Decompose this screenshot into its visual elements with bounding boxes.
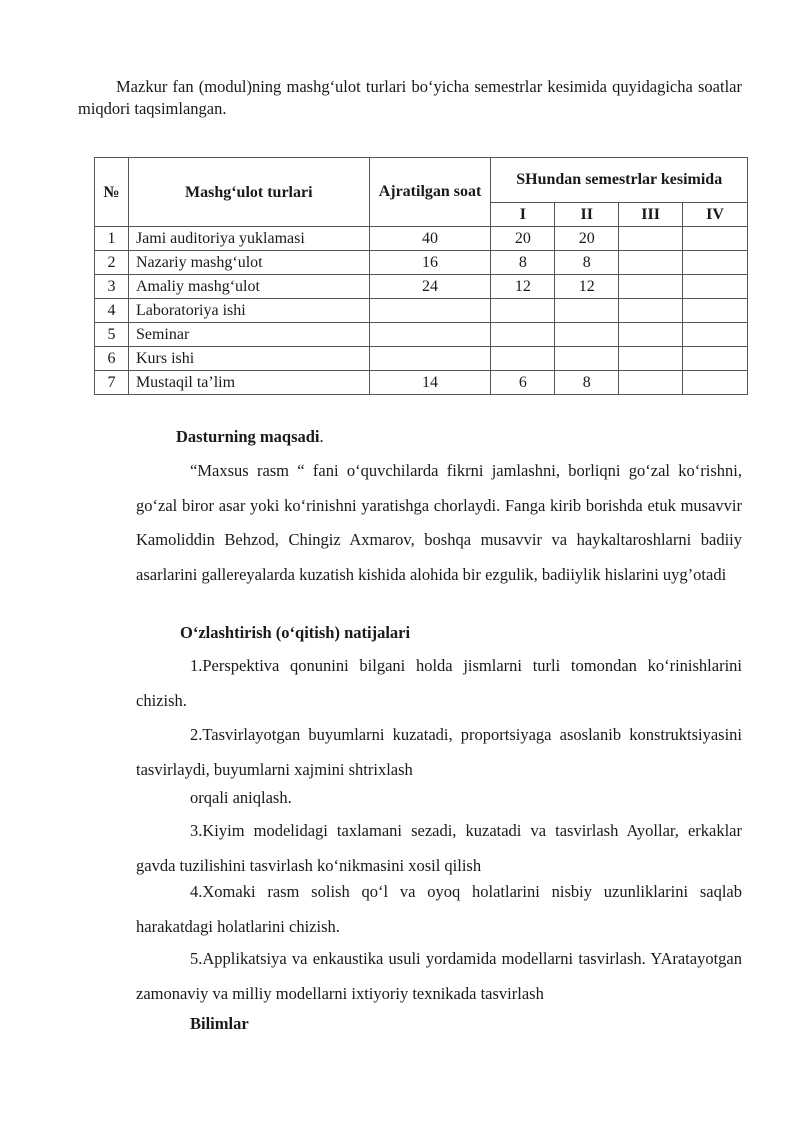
col-num-header: № <box>95 158 129 227</box>
row-number: 6 <box>95 347 129 371</box>
row-sem-1: 12 <box>491 275 555 299</box>
row-hours: 40 <box>369 227 491 251</box>
row-sem-2: 8 <box>555 251 619 275</box>
row-sem-3 <box>619 347 683 371</box>
row-number: 7 <box>95 371 129 395</box>
row-number: 5 <box>95 323 129 347</box>
semester-header: III <box>619 203 683 227</box>
row-sem-3 <box>619 275 683 299</box>
table-row <box>95 227 748 251</box>
row-sem-1 <box>491 299 555 323</box>
row-hours <box>369 347 491 371</box>
row-sem-4 <box>683 251 748 275</box>
result-item-2-continuation: orqali aniqlash. <box>190 788 292 807</box>
knowledge-heading: Bilimlar <box>190 1014 249 1033</box>
row-sem-3 <box>619 251 683 275</box>
row-hours: 16 <box>369 251 491 275</box>
row-sem-3 <box>619 227 683 251</box>
goal-heading-dot: . <box>319 427 324 446</box>
intro-paragraph: Mazkur fan (modul)ning mashg‘ulot turlari bo‘yicha semestrlar kesimida quyidagicha soatlar miqdori taqsimlangan. <box>78 77 742 118</box>
table-row <box>95 299 748 323</box>
row-sem-4 <box>683 227 748 251</box>
row-sem-4 <box>683 347 748 371</box>
row-sem-2: 12 <box>555 275 619 299</box>
result-item-1: 1.Perspektiva qonunini bilgani holda jismlarni turli tomondan ko‘rinishlarini chizish. <box>136 656 742 710</box>
results-heading: O‘zlashtirish (o‘qitish) natijalari <box>180 623 411 642</box>
goal-heading-line <box>176 427 782 447</box>
row-hours: 24 <box>369 275 491 299</box>
row-hours: 14 <box>369 371 491 395</box>
row-number: 3 <box>95 275 129 299</box>
row-type: Laboratoriya ishi <box>128 299 369 323</box>
hours-table <box>94 157 748 395</box>
row-sem-1 <box>491 323 555 347</box>
row-type: Kurs ishi <box>128 347 369 371</box>
row-number: 1 <box>95 227 129 251</box>
goal-paragraph: “Maxsus rasm “ fani o‘quvchilarda fikrni jamlashni, borliqni go‘zal ko‘rishni, go‘zal biror asar yoki ko‘rinishni yaratishga chorlaydi. Fanga kirib borishda etuk musavvir Kamoliddin Behzod, Chingiz Axmarov, boshqa musavvir va haykaltaroshlarni badiiy asarlarini gallereyalarda kuzatish kishida alohida bir ezgulik, badiiylik hislarini uyg’otadi <box>136 461 742 584</box>
col-semesters-header: SHundan semestrlar kesimida <box>491 158 748 203</box>
row-number: 4 <box>95 299 129 323</box>
row-type: Mustaqil ta’lim <box>128 371 369 395</box>
row-type: Amaliy mashg‘ulot <box>128 275 369 299</box>
semester-header: I <box>491 203 555 227</box>
row-sem-2 <box>555 323 619 347</box>
table-header-row <box>95 158 748 203</box>
row-sem-2: 20 <box>555 227 619 251</box>
row-sem-1: 6 <box>491 371 555 395</box>
col-types-header: Mashg‘ulot turlari <box>128 158 369 227</box>
row-sem-4 <box>683 299 748 323</box>
table-row <box>95 323 748 347</box>
row-sem-2: 8 <box>555 371 619 395</box>
result-item-5: 5.Applikatsiya va enkaustika usuli yordamida modellarni tasvirlash. YAratayotgan zamonaviy va milliy modellarni ixtiyoriy texnikada tasvirlash <box>136 949 742 1003</box>
table-row <box>95 371 748 395</box>
row-sem-3 <box>619 323 683 347</box>
goal-heading: Dasturning maqsadi <box>176 427 320 446</box>
row-sem-2 <box>555 299 619 323</box>
row-sem-3 <box>619 371 683 395</box>
row-type: Nazariy mashg‘ulot <box>128 251 369 275</box>
row-number: 2 <box>95 251 129 275</box>
row-hours <box>369 323 491 347</box>
row-sem-1: 20 <box>491 227 555 251</box>
table-row <box>95 347 748 371</box>
semester-header: II <box>555 203 619 227</box>
row-sem-4 <box>683 323 748 347</box>
col-hours-header: Ajratilgan soat <box>369 158 491 227</box>
row-type: Seminar <box>128 323 369 347</box>
row-sem-2 <box>555 347 619 371</box>
result-item-2: 2.Tasvirlayotgan buyumlarni kuzatadi, proportsiyaga asoslanib konstruktsiyasini tasvirlaydi, buyumlarni xajmini shtrixlash <box>136 725 742 779</box>
table-row <box>95 275 748 299</box>
row-sem-4 <box>683 371 748 395</box>
row-type: Jami auditoriya yuklamasi <box>128 227 369 251</box>
result-item-4: 4.Xomaki rasm solish qo‘l va oyoq holatlarini nisbiy uzunliklarini saqlab harakatdagi holatlarini chizish. <box>136 882 742 936</box>
table-row <box>95 251 748 275</box>
row-sem-4 <box>683 275 748 299</box>
row-sem-1: 8 <box>491 251 555 275</box>
row-sem-1 <box>491 347 555 371</box>
result-item-3: 3.Kiyim modelidagi taxlamani sezadi, kuzatadi va tasvirlash Ayollar, erkaklar gavda tuzilishini tasvirlash ko‘nikmasini xosil qilish <box>136 821 742 875</box>
semester-header: IV <box>683 203 748 227</box>
row-hours <box>369 299 491 323</box>
row-sem-3 <box>619 299 683 323</box>
